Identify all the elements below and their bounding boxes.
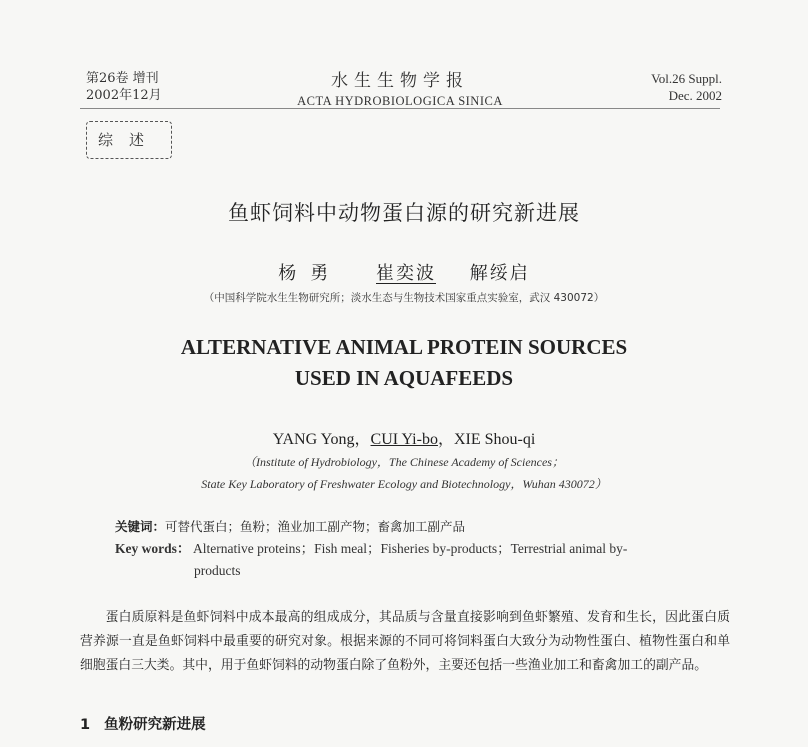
- affiliation-en-line2: State Key Laboratory of Freshwater Ecology and Biotechnology，Wuhan 430072）: [201, 477, 607, 491]
- author-cn-2: 崔奕波: [376, 263, 436, 284]
- body-text: [80, 606, 730, 678]
- keywords-cn-label: 关键词：: [115, 519, 166, 534]
- author-en-3: ，XIE Shou-qi: [437, 431, 536, 448]
- author-en-1: YANG Yong，: [272, 431, 371, 448]
- date-line: 2002年12月: [86, 88, 162, 103]
- authors-en: [0, 426, 808, 449]
- section-heading: [80, 713, 206, 734]
- volume-line-en: Vol.26 Suppl.: [651, 71, 722, 86]
- journal-name: [250, 66, 550, 109]
- affiliation-en-line1: （Institute of Hydrobiology，The Chinese Academy of Sciences；: [244, 455, 564, 469]
- title-en-line2: USED IN AQUAFEEDS: [294, 366, 514, 390]
- keywords-en-text: Alternative proteins；Fish meal；Fisheries by-products；Terrestrial animal by-: [190, 541, 628, 556]
- keywords-en-label: Key words：: [115, 541, 191, 556]
- affiliation-cn: （中国科学院水生生物研究所；淡水生态与生物技术国家重点实验室，武汉 430072）: [203, 292, 605, 304]
- title-en: [0, 332, 808, 394]
- author-cn-3: 解绥启: [469, 263, 530, 284]
- keywords-cn: [115, 517, 465, 535]
- journal-name-cn: 水生生物学报: [331, 71, 469, 91]
- date-line-en: Dec. 2002: [668, 88, 722, 103]
- volume-info-en: [651, 70, 722, 104]
- affiliation-en: [0, 451, 808, 495]
- keywords-en: [115, 538, 705, 582]
- section-number: 1: [80, 717, 91, 733]
- intro-paragraph: 蛋白质原料是鱼虾饲料中成本最高的组成成分，其品质与含量直接影响到鱼虾繁殖、发育和生长，因此蛋白质营养源一直是鱼虾饲料中最重要的研究对象。根据来源的不同可将饲料蛋白大致分为动物性蛋白、植物性蛋白和单细胞蛋白三大类。其中，用于鱼虾饲料的动物蛋白除了鱼粉外，主要还包括一些渔业加工和畜禽加工的副产品。: [80, 610, 730, 673]
- author-en-2: CUI Yi-bo: [370, 431, 438, 448]
- title-cn: 鱼虾饲料中动物蛋白源的研究新进展: [228, 201, 580, 225]
- journal-name-en: ACTA HYDROBIOLOGICA SINICA: [297, 94, 503, 108]
- keywords-en-cont: products: [194, 563, 241, 578]
- volume-line: 第26卷 增刊: [86, 71, 159, 86]
- section-label: 综述: [86, 121, 172, 159]
- authors-cn: [0, 259, 808, 285]
- header-rule: [80, 108, 720, 109]
- title-en-line1: ALTERNATIVE ANIMAL PROTEIN SOURCES: [180, 335, 628, 359]
- author-cn-1: 杨勇: [278, 263, 343, 284]
- volume-info: [86, 70, 162, 104]
- section-title: 鱼粉研究新进展: [104, 717, 206, 733]
- keywords-cn-text: 可替代蛋白；鱼粉；渔业加工副产物；畜禽加工副产品: [165, 519, 466, 534]
